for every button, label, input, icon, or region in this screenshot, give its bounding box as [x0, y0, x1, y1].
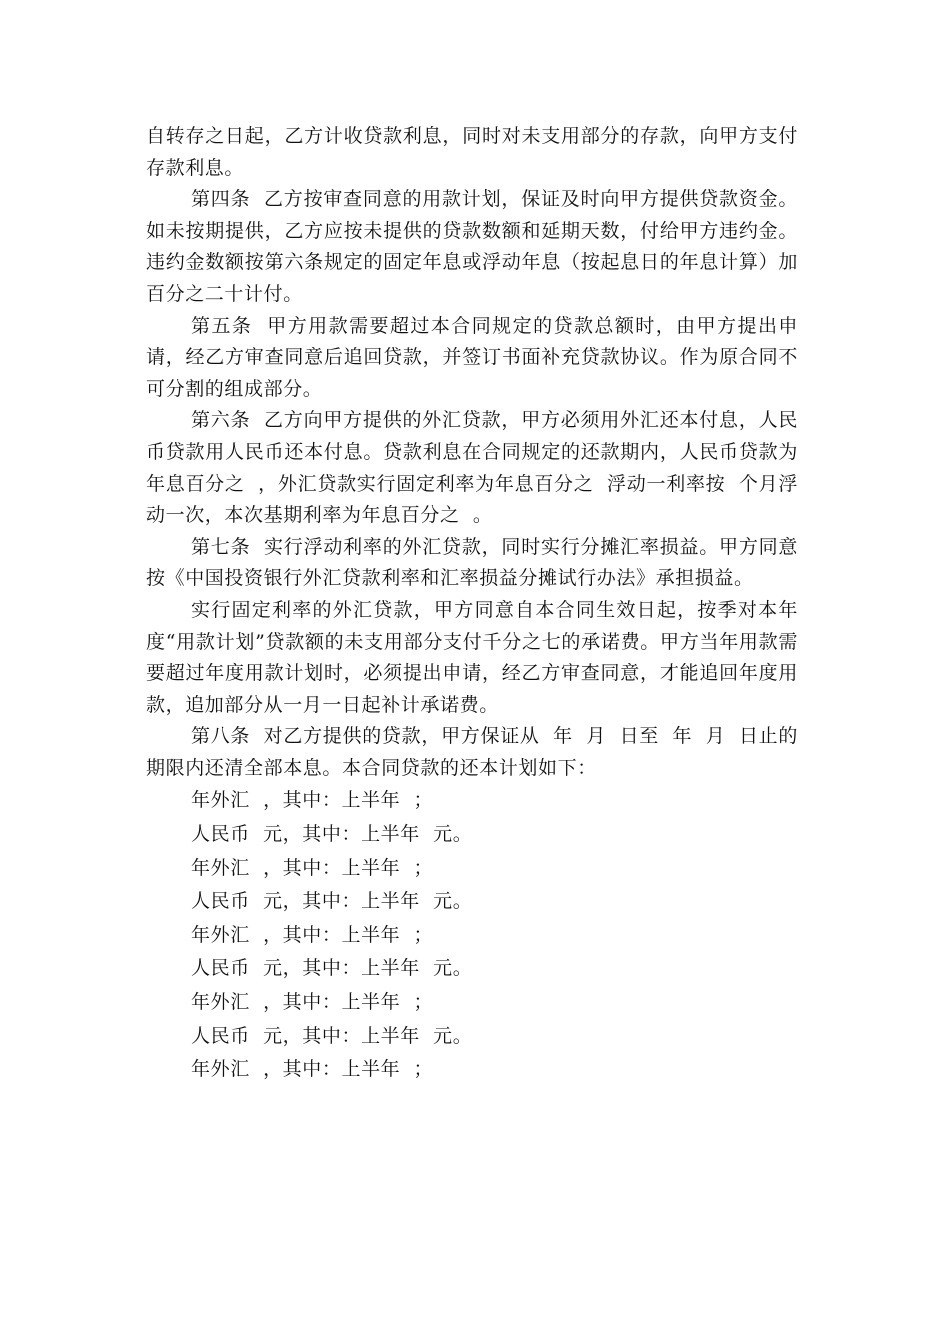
plan-line-rmb: 人民币 元，其中：上半年 元。	[191, 823, 473, 846]
paragraph-article-8: 第八条 对乙方提供的贷款，甲方保证从 年 月 日至 年 月 日止的期限内还清全部本息。本合同贷款的还本计划如下：	[146, 725, 798, 779]
paragraph-article-5: 第五条 甲方用款需要超过本合同规定的贷款总额时，由甲方提出申请，经乙方审查同意后追回贷款，并签订书面补充贷款协议。作为原合同不可分割的组成部分。	[146, 314, 798, 400]
paragraph-article-7: 第七条 实行浮动利率的外汇贷款，同时实行分摊汇率损益。甲方同意按《中国投资银行外汇贷款利率和汇率损益分摊试行办法》承担损益。	[146, 535, 798, 590]
paragraph-continuation: 自转存之日起，乙方计收贷款利息，同时对未支用部分的存款，向甲方支付存款利息。	[146, 125, 798, 179]
plan-line-forex: 年外汇 ，其中：上半年 ；	[191, 991, 434, 1014]
plan-line-forex: 年外汇 ，其中：上半年 ；	[191, 1058, 434, 1081]
plan-line-rmb: 人民币 元，其中：上半年 元。	[191, 890, 473, 913]
document-body	[146, 121, 798, 1087]
plan-line-forex: 年外汇 ，其中：上半年 ；	[191, 856, 434, 879]
paragraph-article-6: 第六条 乙方向甲方提供的外汇贷款，甲方必须用外汇还本付息，人民币贷款用人民币还本付息。贷款利息在合同规定的还款期内，人民币贷款为年息百分之 ，外汇贷款实行固定利率为年息百分之 浮动一利率按 个月浮动一次，本次基期利率为年息百分之 。	[146, 409, 798, 527]
plan-line-rmb: 人民币 元，其中：上半年 元。	[191, 1024, 473, 1047]
plan-line-forex: 年外汇 ，其中：上半年 ；	[191, 923, 434, 946]
plan-line-rmb: 人民币 元，其中：上半年 元。	[191, 957, 473, 980]
repayment-plan	[146, 784, 798, 1086]
paragraph-fixed-rate: 实行固定利率的外汇贷款，甲方同意自本合同生效日起，按季对本年度“用款计划”贷款额的未支用部分支付千分之七的承诺费。甲方当年用款需要超过年度用款计划时，必须提出申请，经乙方审查同意，才能追回年度用款，追加部分从一月一日起补计承诺费。	[146, 598, 798, 716]
plan-line-forex: 年外汇 ，其中：上半年 ；	[191, 789, 434, 812]
paragraph-article-4: 第四条 乙方按审查同意的用款计划，保证及时向甲方提供贷款资金。如未按期提供，乙方应按未提供的贷款数额和延期天数，付给甲方违约金。违约金数额按第六条规定的固定年息或浮动年息（按起息日的年息计算）加百分之二十计付。	[146, 188, 798, 305]
